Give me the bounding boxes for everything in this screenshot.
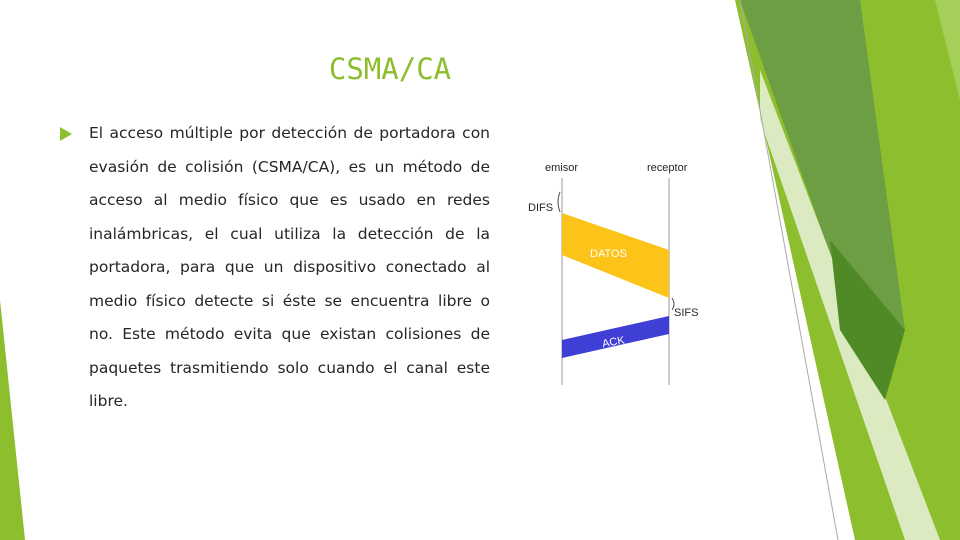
receiver-label: receptor xyxy=(647,162,688,174)
bullet-arrow-icon xyxy=(60,127,72,141)
left-corner-shape xyxy=(0,300,25,540)
csma-ca-timing-diagram xyxy=(520,150,720,390)
body-paragraph: El acceso múltiple por detección de portadora con evasión de colisión (CSMA/CA), es un método de acceso al medio físico que es usado en redes inalámbricas, el cual utiliza la detección de la portadora, para que un dispositivo conectado al medio físico detecte si éste se encuentra libre o no. Este método evita que existan colisiones de paquetes trasmitiendo solo cuando el canal este libre. xyxy=(89,124,490,410)
sender-label: emisor xyxy=(545,162,579,174)
bullet-item xyxy=(60,117,490,419)
slide-title: CSMA/CA xyxy=(328,52,452,86)
ack-label: ACK xyxy=(601,334,626,351)
sifs-label: SIFS xyxy=(674,307,699,319)
difs-label: DIFS xyxy=(528,202,554,214)
data-label: DATOS xyxy=(590,248,627,260)
difs-bracket xyxy=(558,192,560,212)
